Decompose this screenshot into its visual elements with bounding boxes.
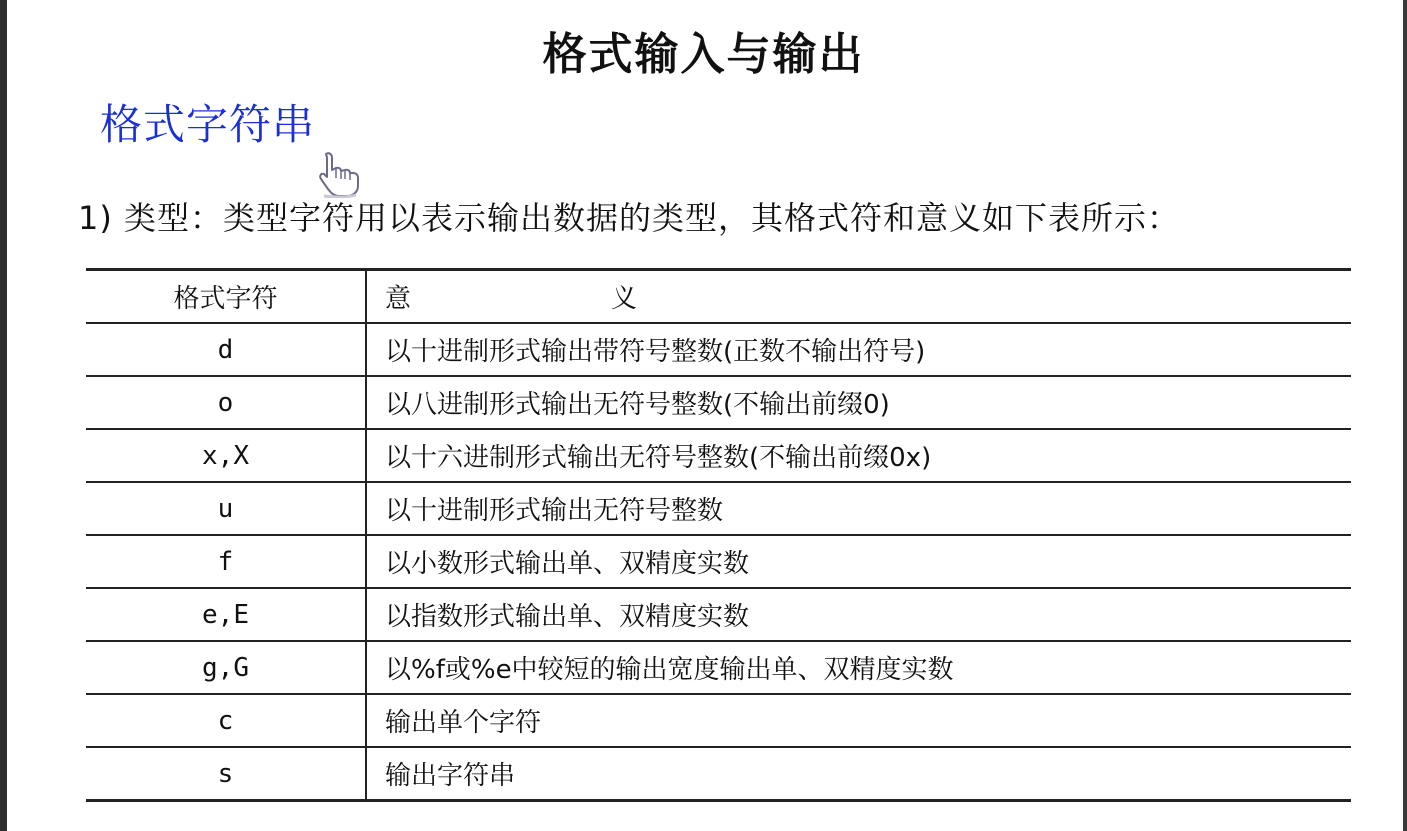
meaning-cell: 输出单个字符 — [385, 708, 542, 738]
format-char-cell: f — [86, 535, 366, 588]
format-char-cell: e,E — [86, 588, 366, 641]
meaning-cell: 以小数形式输出单、双精度实数 — [385, 549, 750, 579]
meaning-cell: 以%f或%e中较短的输出宽度输出单、双精度实数 — [385, 655, 954, 685]
format-char-cell: o — [86, 376, 366, 429]
right-window-edge — [1403, 0, 1407, 831]
hand-pointer-icon — [316, 150, 366, 198]
table-row — [86, 588, 1351, 641]
section-heading: 格式字符串 — [100, 100, 316, 149]
format-char-cell: u — [86, 482, 366, 535]
meaning-cell: 输出字符串 — [385, 761, 516, 791]
header-meaning — [366, 270, 1351, 324]
left-window-edge — [0, 0, 7, 831]
header-format-char: 格式字符 — [86, 270, 366, 324]
table-row — [86, 323, 1351, 376]
format-char-cell: g,G — [86, 641, 366, 694]
table-header-row — [86, 270, 1351, 324]
table-row — [86, 376, 1351, 429]
format-char-cell: d — [86, 323, 366, 376]
table-row — [86, 482, 1351, 535]
header-meaning-part2: 义 — [611, 284, 638, 314]
meaning-cell: 以八进制形式输出无符号整数(不输出前缀0) — [385, 390, 890, 420]
meaning-cell: 以十进制形式输出带符号整数(正数不输出符号) — [385, 337, 926, 367]
format-char-cell: s — [86, 747, 366, 801]
table-row — [86, 429, 1351, 482]
format-char-cell: x,X — [86, 429, 366, 482]
intro-text: 1) 类型：类型字符用以表示输出数据的类型，其格式符和意义如下表所示： — [78, 199, 1181, 237]
format-char-cell: c — [86, 694, 366, 747]
table-row — [86, 747, 1351, 801]
format-table-wrapper — [86, 268, 1351, 802]
header-meaning-part1: 意 — [385, 284, 412, 314]
table-row — [86, 535, 1351, 588]
meaning-cell: 以十进制形式输出无符号整数 — [385, 496, 724, 526]
format-char-table — [86, 268, 1351, 802]
table-row — [86, 641, 1351, 694]
meaning-cell: 以十六进制形式输出无符号整数(不输出前缀0x) — [385, 443, 932, 473]
slide-title: 格式输入与输出 — [542, 29, 865, 80]
table-row — [86, 694, 1351, 747]
meaning-cell: 以指数形式输出单、双精度实数 — [385, 602, 750, 632]
